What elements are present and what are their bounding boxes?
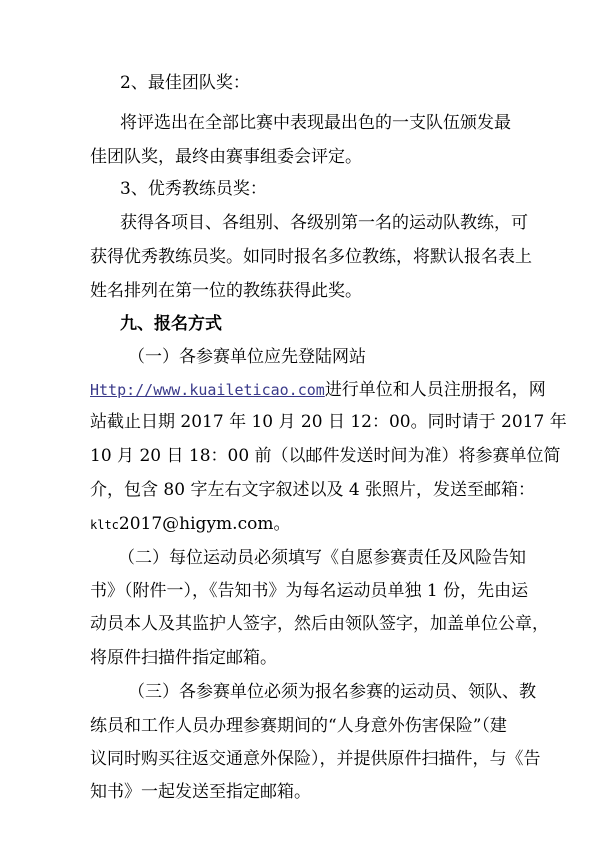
registration-item1-line: 10 月 20 日 18：00 前（以邮件发送时间为准）将参赛单位简 bbox=[90, 446, 561, 466]
registration-website-link[interactable]: Http://www.kuaileticao.com bbox=[90, 381, 325, 399]
email-rest[interactable]: 2017@higym.com。 bbox=[118, 514, 291, 534]
registration-item3-line: 练员和工作人员办理参赛期间的“人身意外伤害保险”（建 bbox=[90, 716, 507, 736]
award2-title: 2、最佳团队奖： bbox=[120, 73, 250, 93]
registration-item2-line: 将原件扫描件指定邮箱。 bbox=[90, 648, 277, 668]
registration-item1-line: 介，包含 80 字左右文字叙述以及 4 张照片，发送至邮箱： bbox=[90, 480, 536, 500]
email-prefix: kltc bbox=[90, 518, 119, 532]
registration-item1-first: （一）各参赛单位应先登陆网站 bbox=[128, 347, 366, 367]
award2-body-line: 将评选出在全部比赛中表现最出色的一支队伍颁发最 bbox=[120, 113, 511, 133]
registration-item2-line: 动员本人及其监护人签字，然后由领队签字，加盖单位公章， bbox=[90, 614, 549, 634]
award3-body-line: 获得各项目、各组别、各级别第一名的运动队教练，可 bbox=[120, 213, 528, 233]
registration-item3-line: 知书》一起发送至指定邮箱。 bbox=[90, 782, 311, 802]
registration-item2-line: （二）每位运动员必须填写《自愿参赛责任及风险告知 bbox=[118, 548, 526, 568]
registration-email-line bbox=[90, 514, 290, 535]
registration-item1-line: 站截止日期 2017 年 10 月 20 日 12：00。同时请于 2017 年 bbox=[90, 412, 567, 432]
award3-title: 3、优秀教练员奖： bbox=[120, 179, 267, 199]
registration-url-after: 进行单位和人员注册报名，网 bbox=[324, 380, 546, 400]
award3-body-line: 姓名排列在第一位的教练获得此奖。 bbox=[90, 281, 362, 301]
registration-item2-line: 书》（附件一），《告知书》为每名运动员单独 1 份，先由运 bbox=[90, 581, 529, 601]
award2-body-line: 佳团队奖，最终由赛事组委会评定。 bbox=[90, 147, 362, 167]
award3-body-line: 获得优秀教练员奖。如同时报名多位教练，将默认报名表上 bbox=[90, 247, 532, 267]
registration-item3-line: （三）各参赛单位必须为报名参赛的运动员、领队、教 bbox=[128, 682, 536, 702]
registration-heading: 九、报名方式 bbox=[120, 314, 222, 334]
registration-url-line bbox=[90, 380, 546, 400]
registration-item3-line: 议同时购买往返交通意外保险），并提供原件扫描件，与《告 bbox=[90, 749, 541, 769]
